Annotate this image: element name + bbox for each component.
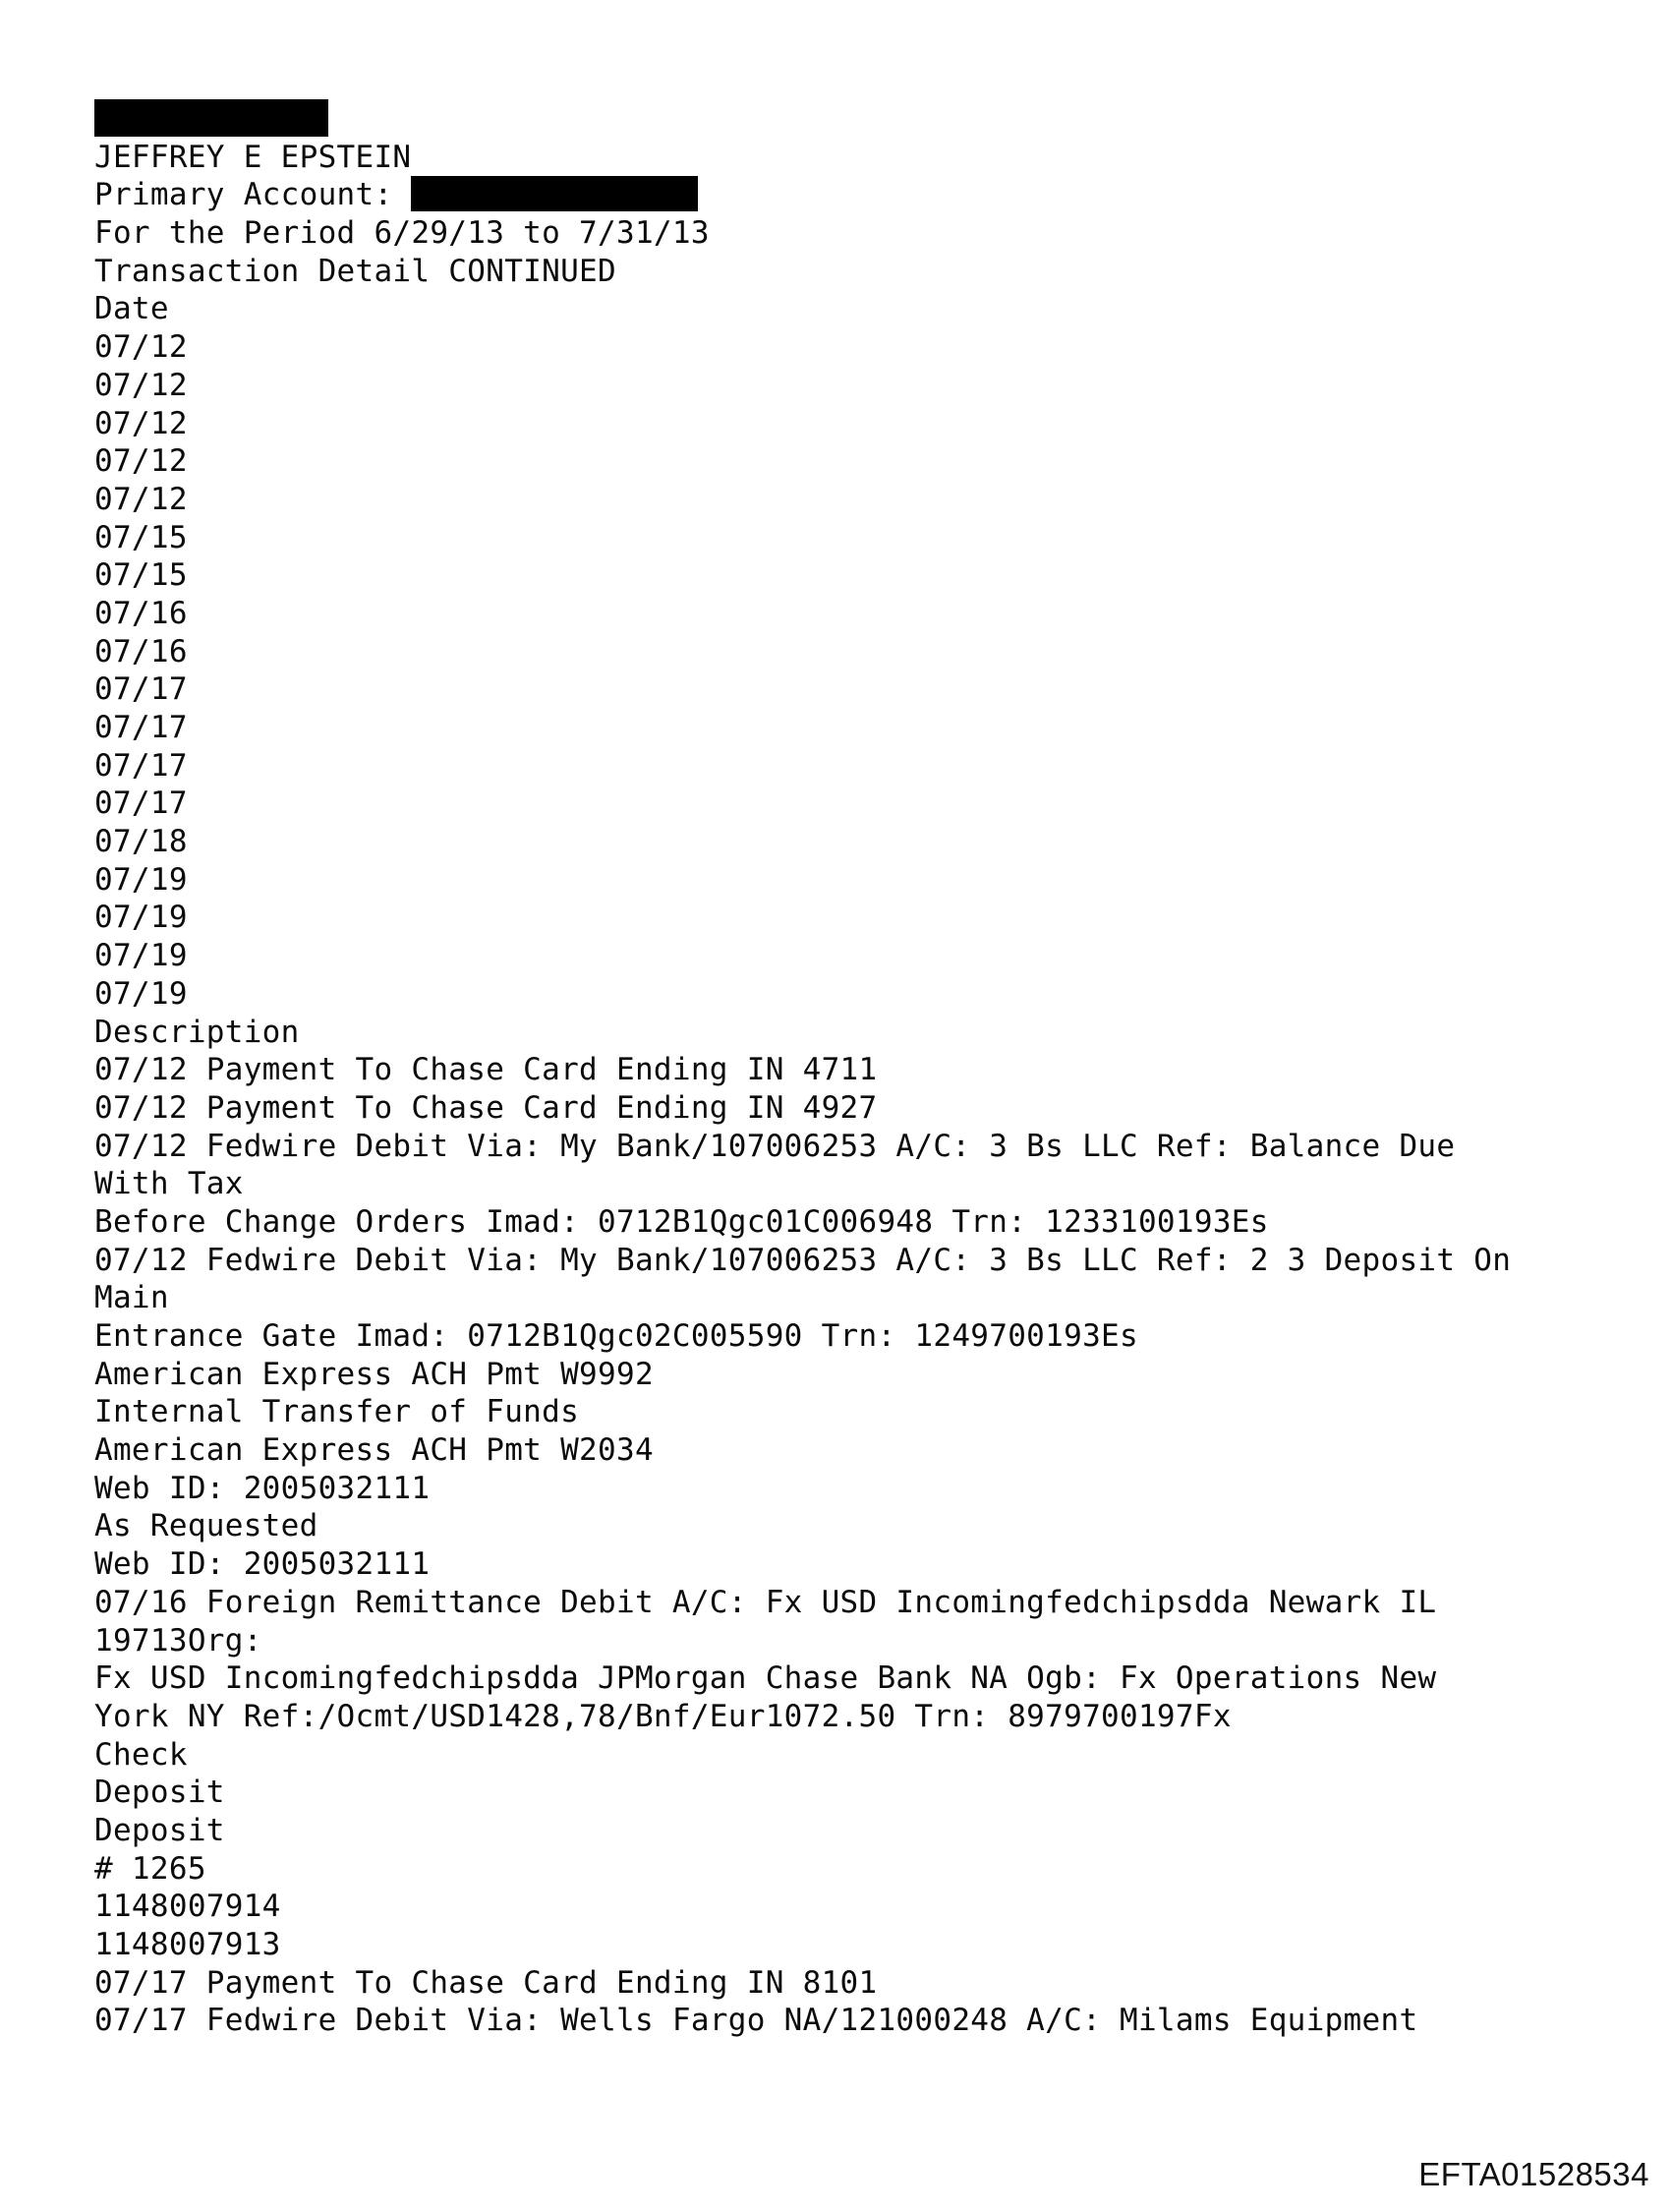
- date-value-text: 07/17: [94, 786, 188, 822]
- description-line-text: 07/12 Fedwire Debit Via: My Bank/107006253 A/C: 3 Bs LLC Ref: 2 3 Deposit On: [94, 1242, 1512, 1278]
- date-value: [94, 556, 1628, 595]
- bates-number: EFTA01528534: [1418, 2156, 1649, 2192]
- date-value: [94, 709, 1628, 747]
- date-column-header: [94, 290, 1628, 328]
- description-line-text: Entrance Gate Imad: 0712B1Qgc02C005590 Trn: 1249700193Es: [94, 1318, 1138, 1354]
- date-value: [94, 595, 1628, 633]
- date-value: [94, 785, 1628, 823]
- description-line: [94, 1279, 1628, 1317]
- description-line: [94, 1317, 1628, 1356]
- statement-period: [94, 214, 1628, 253]
- description-line: [94, 1393, 1628, 1431]
- description-line-text: 07/17 Fedwire Debit Via: Wells Fargo NA/121000248 A/C: Milams Equipment: [94, 2003, 1418, 2039]
- description-line: [94, 1470, 1628, 1508]
- description-line-text: Internal Transfer of Funds: [94, 1394, 580, 1430]
- redaction-bar: [94, 99, 328, 137]
- description-line-text: With Tax: [94, 1166, 244, 1202]
- description-line-text: Fx USD Incomingfedchipsdda JPMorgan Chase Bank NA Ogb: Fx Operations New: [94, 1660, 1437, 1697]
- description-line-text: As Requested: [94, 1508, 318, 1544]
- date-value: [94, 861, 1628, 900]
- description-line: [94, 2002, 1628, 2040]
- description-line: [94, 1698, 1628, 1736]
- date-column-header-text: Date: [94, 291, 169, 327]
- description-line-text: 1148007913: [94, 1927, 281, 1962]
- primary-account-line: [94, 176, 1628, 214]
- description-line-text: Web ID: 2005032111: [94, 1546, 431, 1583]
- date-value-text: 07/16: [94, 633, 188, 669]
- date-value: [94, 481, 1628, 519]
- description-line-text: Before Change Orders Imad: 0712B1Qgc01C006948 Trn: 1233100193Es: [94, 1203, 1269, 1240]
- redacted-address: [94, 100, 1628, 139]
- description-line: [94, 1774, 1628, 1812]
- account-holder-name-text: JEFFREY E EPSTEIN: [94, 139, 412, 175]
- description-line: [94, 1812, 1628, 1850]
- description-line-text: American Express ACH Pmt W2034: [94, 1432, 654, 1469]
- description-line: [94, 1356, 1628, 1394]
- date-value: [94, 670, 1628, 709]
- date-value: [94, 405, 1628, 443]
- description-line: [94, 1051, 1628, 1089]
- date-value-text: 07/17: [94, 710, 188, 745]
- description-line: [94, 1545, 1628, 1584]
- description-line: [94, 1850, 1628, 1889]
- description-line: [94, 1128, 1628, 1166]
- section-title: [94, 253, 1628, 291]
- statement-period-text: For the Period 6/29/13 to 7/31/13: [94, 215, 710, 252]
- description-line: [94, 1242, 1628, 1280]
- date-value-text: 07/12: [94, 329, 188, 366]
- primary-account-line-text: Primary Account:: [94, 177, 412, 213]
- account-holder-name: [94, 139, 1628, 177]
- description-line-text: 1148007914: [94, 1889, 281, 1925]
- date-value-text: 07/12: [94, 443, 188, 480]
- description-line: [94, 1584, 1628, 1622]
- description-column-header: [94, 1014, 1628, 1052]
- description-line-text: Check: [94, 1736, 188, 1773]
- description-line-text: American Express ACH Pmt W9992: [94, 1356, 654, 1392]
- description-line-text: 07/17 Payment To Chase Card Ending IN 8101: [94, 1964, 878, 2001]
- date-value-text: 07/12: [94, 481, 188, 517]
- description-line: [94, 1926, 1628, 1964]
- description-line-text: 07/12 Payment To Chase Card Ending IN 4711: [94, 1052, 878, 1088]
- description-line: [94, 1507, 1628, 1545]
- description-line-text: Deposit: [94, 1812, 225, 1848]
- description-line-text: 07/16 Foreign Remittance Debit A/C: Fx USD Incomingfedchipsdda Newark IL: [94, 1584, 1437, 1620]
- description-line: [94, 1165, 1628, 1203]
- description-line-text: 19713Org:: [94, 1622, 262, 1659]
- date-value-text: 07/17: [94, 747, 188, 784]
- date-value: [94, 633, 1628, 671]
- description-line: [94, 1736, 1628, 1775]
- date-value: [94, 937, 1628, 975]
- description-line-text: Deposit: [94, 1775, 225, 1811]
- description-line-text: # 1265: [94, 1850, 206, 1887]
- description-line: [94, 1431, 1628, 1470]
- date-value: [94, 823, 1628, 861]
- description-line-text: Web ID: 2005032111: [94, 1470, 431, 1506]
- description-line-text: Main: [94, 1280, 169, 1316]
- date-value-text: 07/19: [94, 861, 188, 898]
- redaction-bar: [411, 176, 698, 211]
- date-value-text: 07/19: [94, 975, 188, 1012]
- description-line: [94, 1888, 1628, 1926]
- date-value-text: 07/19: [94, 938, 188, 974]
- date-value-text: 07/12: [94, 367, 188, 403]
- date-value-text: 07/18: [94, 824, 188, 860]
- description-line-text: York NY Ref:/Ocmt/USD1428,78/Bnf/Eur1072.50 Trn: 8979700197Fx: [94, 1698, 1232, 1734]
- description-line-text: 07/12 Payment To Chase Card Ending IN 4927: [94, 1089, 878, 1126]
- date-value-text: 07/16: [94, 595, 188, 631]
- date-value-text: 07/15: [94, 519, 188, 555]
- section-title-text: Transaction Detail CONTINUED: [94, 253, 616, 289]
- date-value: [94, 899, 1628, 937]
- date-value: [94, 747, 1628, 786]
- date-value-text: 07/12: [94, 405, 188, 441]
- date-value-text: 07/15: [94, 557, 188, 594]
- description-line: [94, 1089, 1628, 1128]
- description-line-text: 07/12 Fedwire Debit Via: My Bank/107006253 A/C: 3 Bs LLC Ref: Balance Due: [94, 1128, 1456, 1164]
- date-value: [94, 519, 1628, 557]
- date-value: [94, 975, 1628, 1014]
- description-column-header-text: Description: [94, 1014, 300, 1050]
- description-line: [94, 1203, 1628, 1242]
- transaction-detail-text: [94, 100, 1628, 2040]
- description-line: [94, 1659, 1628, 1698]
- date-value: [94, 367, 1628, 405]
- date-value-text: 07/17: [94, 671, 188, 708]
- description-line: [94, 1964, 1628, 2003]
- date-value-text: 07/19: [94, 900, 188, 936]
- date-value: [94, 442, 1628, 481]
- date-value: [94, 328, 1628, 367]
- description-line: [94, 1622, 1628, 1660]
